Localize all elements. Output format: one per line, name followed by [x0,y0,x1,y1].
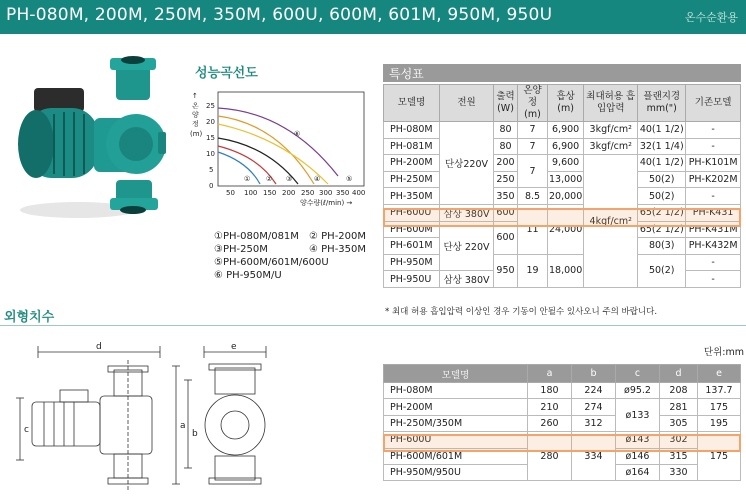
spec-cell-model: PH-080M [384,122,440,139]
dimension-drawing [14,340,354,495]
dim-cell-model: PH-200M [384,399,528,415]
curve-marker-5: ⑤ [346,175,353,183]
x-tick-250: 250 [301,189,315,197]
spec-cell-old: - [686,122,741,139]
dim-cell-c: ø146 [616,448,660,464]
dim-cell-model: PH-080M [384,383,528,399]
spec-cell-model: PH-250M [384,171,440,188]
spec-cell-output: 80 [494,122,518,139]
spec-cell-output: 600 [494,221,518,254]
spec-cell-output: 600 [494,204,518,221]
x-tick-350: 350 [336,189,350,197]
dim-label-a: a [180,421,186,431]
curve-marker-2: ② [266,175,273,183]
x-tick-300: 300 [319,189,333,197]
spec-header-model: 모델명 [384,85,440,122]
dim-label-c: c [24,425,29,435]
spec-cell-power: 삼상 380V [440,204,494,221]
y-tick-25: 25 [206,102,215,110]
dim-label-d: d [96,342,102,352]
spec-cell-power: 삼상 380V [440,271,494,288]
spec-cell-output: 200 [494,155,518,172]
x-tick-400: 400 [352,189,366,197]
spec-header-head: 온양정 (m) [518,85,548,122]
spec-cell-head: 8.5 [518,188,548,205]
spec-cell-head: 7 [518,122,548,139]
legend-item: ④ PH-350M [309,244,367,255]
spec-header-old-model: 기존모델 [686,85,741,122]
spec-note: * 최대 허용 흡입압력 이상인 경우 기동이 안될수 있사오니 주의 바랍니다. [385,307,658,317]
x-tick-100: 100 [244,189,258,197]
legend-item: ⑤PH-600M/601M/600U [214,257,329,268]
dim-cell-model: PH-600U [384,432,528,448]
spec-cell-output: 250 [494,171,518,188]
spec-header-output: 출력 (W) [494,85,518,122]
dim-cell-b: 334 [572,432,616,481]
table-row [384,254,741,271]
spec-cell-model: PH-600U [384,204,440,221]
y-tick-15: 15 [206,134,215,142]
curve-legend [214,230,366,282]
legend-item: ② PH-200M [309,231,367,242]
table-row [384,432,741,448]
table-row [384,155,741,172]
spec-cell-old: PH-K431M [686,221,741,238]
spec-cell-flow: 24,000 [548,204,584,254]
dim-header-e: e [698,365,741,383]
spec-cell-model: PH-601M [384,238,440,255]
spec-cell-power: 단상 220V [440,221,494,271]
spec-cell-old: - [686,188,741,205]
spec-cell-pressure: 4kgf/cm² [584,155,638,288]
spec-cell-flange: 65(2 1/2) [638,221,686,238]
table-row [384,171,741,188]
spec-cell-power: 단상220V [440,122,494,205]
dim-cell-c: ø164 [616,464,660,480]
curve-marker-4: ④ [314,175,321,183]
spec-cell-flow: 20,000 [548,188,584,205]
spec-cell-model: PH-950U [384,271,440,288]
legend-item: ③PH-250M [214,244,268,255]
spec-cell-old: PH-K432M [686,238,741,255]
spec-cell-flange: 32(1 1/4) [638,138,686,155]
dim-cell-e: 175 [698,432,741,481]
spec-cell-flow: 9,600 [548,155,584,172]
spec-table [383,84,741,288]
dim-cell-d: 208 [660,383,698,399]
dim-cell-e: 195 [698,415,741,431]
x-tick-200: 200 [282,189,296,197]
x-axis-label: 양수량(ℓ/min) → [300,199,353,206]
spec-cell-old: - [686,271,741,288]
category-label: 온수순환용 [684,11,738,24]
dimensions-title: 외형치수 [4,310,55,325]
y-tick-0: 0 [209,182,214,190]
dim-cell-e: 175 [698,399,741,415]
spec-cell-flange: 50(2) [638,171,686,188]
curve-marker-1: ① [244,175,251,183]
table-row [384,122,741,139]
spec-title-band [383,64,741,82]
y-tick-20: 20 [206,118,215,126]
section-divider [0,325,746,326]
table-row [384,399,741,415]
spec-cell-flange: 65(2 1/2) [638,204,686,221]
y-tick-10: 10 [206,150,215,158]
table-row [384,415,741,431]
curve-marker-3: ③ [286,175,293,183]
spec-cell-model: PH-350M [384,188,440,205]
dim-cell-a: 280 [528,432,572,481]
spec-header-flange: 플랜지경 mm(") [638,85,686,122]
x-tick-50: 50 [226,189,235,197]
table-row [384,188,741,205]
pump-photo [8,48,198,228]
spec-cell-head: 7 [518,138,548,155]
spec-cell-pressure: 3kgf/cm² [584,138,638,155]
spec-cell-model: PH-081M [384,138,440,155]
dim-cell-d: 302 [660,432,698,448]
dim-cell-model: PH-600M/601M [384,448,528,464]
spec-header-pressure: 최대허용 흡입압력 [584,85,638,122]
x-tick-150: 150 [263,189,277,197]
dim-cell-c: ø133 [616,399,660,432]
y-axis-char-2: 양 [192,111,199,119]
dimensions-unit: 단위:mm [703,347,744,358]
dim-cell-model: PH-950M/950U [384,464,528,480]
spec-cell-model: PH-200M [384,155,440,172]
y-axis-unit: (m) [190,130,203,138]
spec-cell-old: PH-K431 [686,204,741,221]
dim-cell-a: 260 [528,415,572,431]
dim-cell-c: ø143 [616,432,660,448]
spec-cell-old: - [686,254,741,271]
dim-cell-a: 210 [528,399,572,415]
table-row [384,383,741,399]
dim-cell-a: 180 [528,383,572,399]
spec-cell-output: 950 [494,254,518,287]
spec-cell-flange: 40(1 1/2) [638,155,686,172]
spec-cell-model: PH-950M [384,254,440,271]
spec-cell-old: - [686,138,741,155]
spec-cell-flow: 6,900 [548,122,584,139]
dim-header-b: b [572,365,616,383]
page-title: PH-080M, 200M, 250M, 350M, 600U, 600M, 601M, 950M, 950U [6,5,553,25]
legend-item: ⑥ PH-950M/U [214,270,282,281]
spec-cell-model: PH-600M [384,221,440,238]
curve-title: 성능곡선도 [195,66,258,81]
dimensions-table [383,364,741,481]
dim-cell-b: 274 [572,399,616,415]
curve-marker-6: ⑥ [294,130,301,138]
spec-header-flow: 흡상 (m) [548,85,584,122]
spec-cell-head: 19 [518,254,548,287]
spec-cell-flange: 40(1 1/2) [638,122,686,139]
spec-cell-old: PH-K101M [686,155,741,172]
y-tick-5: 5 [209,166,214,174]
dim-cell-d: 305 [660,415,698,431]
dim-cell-c: ø95.2 [616,383,660,399]
dim-header-d: d [660,365,698,383]
dim-header-c: c [616,365,660,383]
spec-cell-flow: 13,000 [548,171,584,188]
y-axis-char-3: 정 [192,120,199,128]
spec-cell-flange: 80(3) [638,238,686,255]
dim-cell-b: 224 [572,383,616,399]
dim-header-model: 모델명 [384,365,528,383]
dim-cell-b: 312 [572,415,616,431]
legend-item: ①PH-080M/081M [214,231,299,242]
dim-cell-e: 137.7 [698,383,741,399]
table-row [384,138,741,155]
spec-cell-flange: 50(2) [638,254,686,287]
dim-cell-d: 315 [660,448,698,464]
spec-cell-output: 80 [494,138,518,155]
dim-header-a: a [528,365,572,383]
dim-label-b: b [192,429,198,439]
dim-cell-model: PH-250M/350M [384,415,528,431]
spec-title: 특성표 [389,67,424,81]
spec-cell-flow: 6,900 [548,138,584,155]
spec-cell-old: PH-K202M [686,171,741,188]
table-row [384,204,741,221]
spec-cell-flow: 18,000 [548,254,584,287]
y-axis-char-1: 온 [192,102,199,110]
spec-cell-pressure: 3kgf/cm² [584,122,638,139]
dim-cell-d: 281 [660,399,698,415]
spec-cell-output: 350 [494,188,518,205]
spec-header-power: 전원 [440,85,494,122]
spec-cell-head: 11 [518,204,548,254]
y-axis-arrow: ↑ [192,92,198,100]
dim-label-e: e [231,342,237,352]
dim-cell-d: 330 [660,464,698,480]
performance-curve-chart [188,86,368,206]
spec-cell-head: 7 [518,155,548,188]
spec-cell-flange: 50(2) [638,188,686,205]
